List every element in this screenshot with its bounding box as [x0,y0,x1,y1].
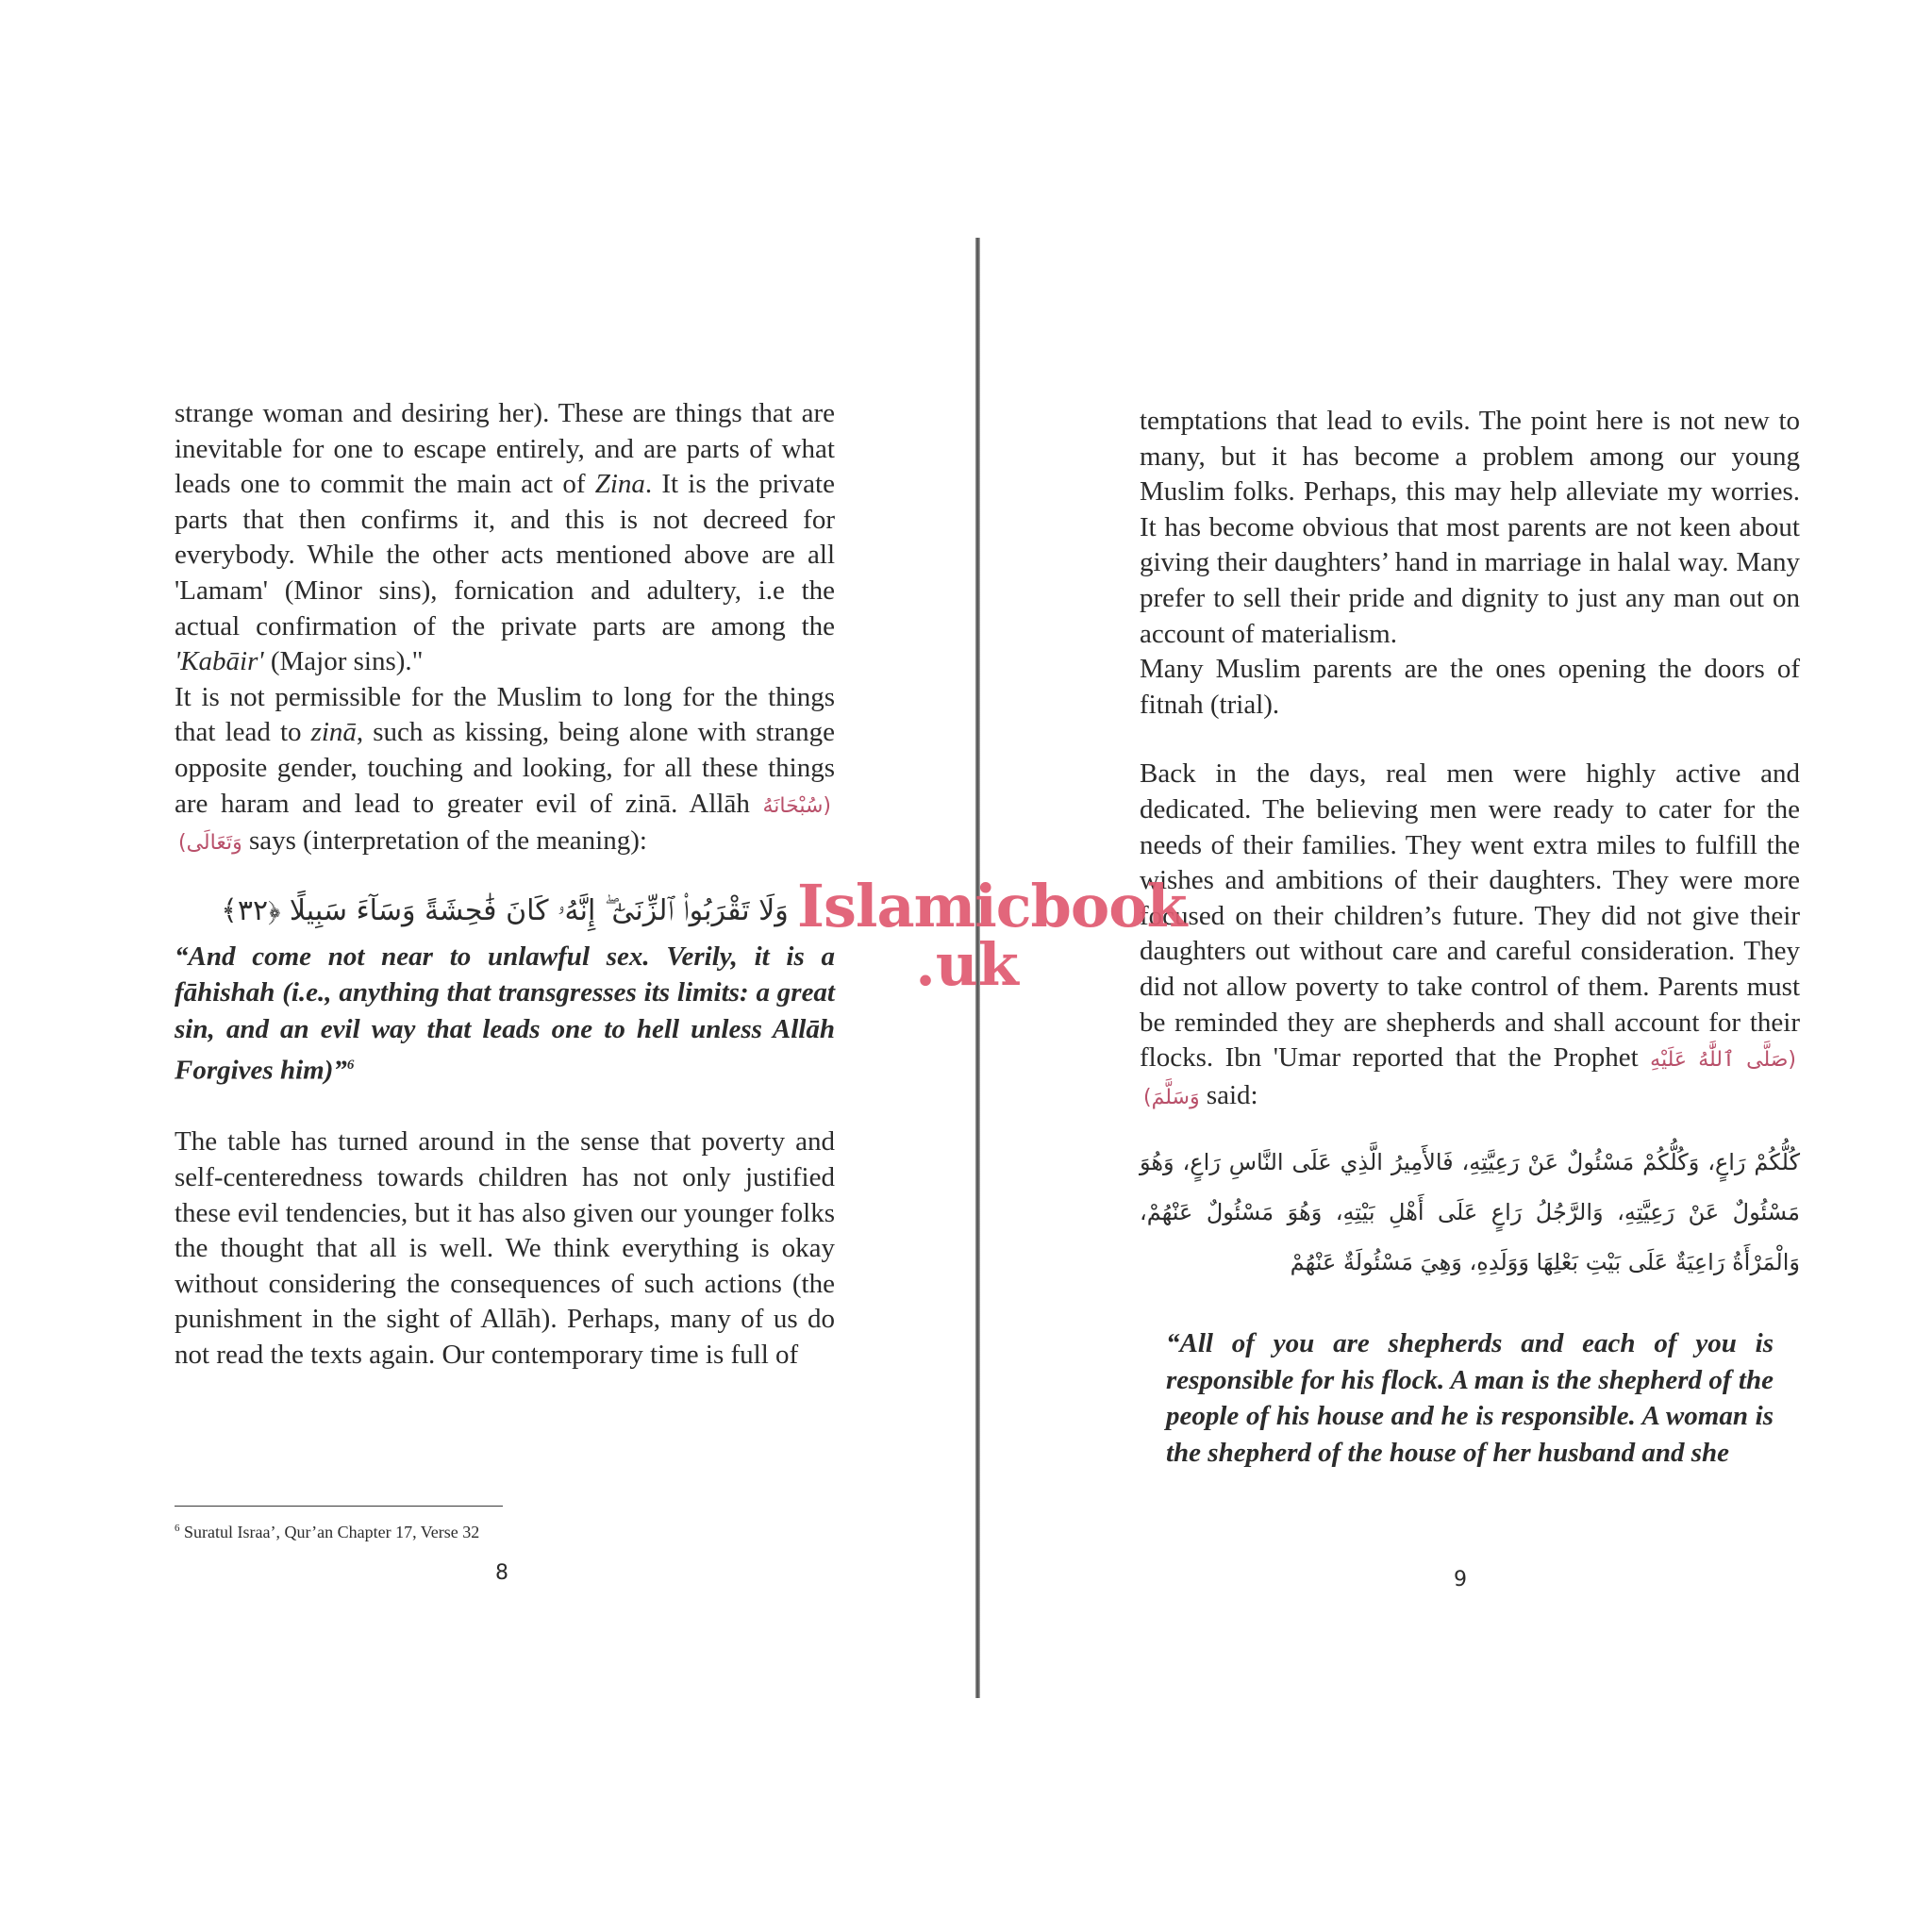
footnote-divider [175,1506,503,1507]
footnote-reference: 6 [346,1058,355,1074]
left-paragraph-2: It is not permissible for the Muslim to long for the things that lead to zinā, such as kissing, being alone with strange opposite gender, touching and looking, for all these things are haram and lead to greater evil of zinā. Allāh (سُبْحَانَهُ وَتَعَالَى) says (interpretation of the meaning): [175,681,835,857]
hadith-translation-quote: “All of you are shepherds and each of you is responsible for his flock. A man is the shepherd of the people of his house and he is responsible. A woman is the shepherd of the house of her husband and she [1166,1328,1774,1468]
right-paragraph-3: Back in the days, real men were highly active and dedicated. The believing men were ready to cater for the needs of their families. They went extra miles to fulfill the wishes and ambitions of their daughters. They were more focused on their children’s future. They did not give their daughters out without care and careful consideration. They did not allow poverty to take control of them. Parents must be reminded they are shepherds and shall account for their flocks. Ibn 'Umar reported that the Prophet (صَلَّى ٱللَّٰهُ عَلَيْهِ وَسَلَّمَ) said: [1140,758,1800,1110]
right-page [1140,404,1800,1471]
left-page [175,396,835,1374]
quran-translation-quote: “And come not near to unlawful sex. Verily, it is a fāhishah (i.e., anything that transgresses its limits: a great sin, and an evil way that leads one to hell unless Allāh Forgives him)”$^6$ [175,941,835,1086]
watermark-logo: Islamicbook .uk [797,872,1187,999]
honorific-subhanahu: (سُبْحَانَهُ وَتَعَالَى) [178,793,831,856]
quran-verse-arabic: وَلَا تَقْرَبُوا۟ ٱلزِّنَىٰٓ ۖ إِنَّهُۥ كَانَ فَٰحِشَةً وَسَآءَ سَبِيلًا ﴿٣٢﴾ [221,893,789,927]
hadith-arabic: كُلُّكُمْ رَاعٍ، وَكُلُّكُمْ مَسْئُولٌ عَنْ رَعِيَّتِهِ، فَالأَمِيرُ الَّذِي عَلَى النَّاسِ رَاعٍ، وَهُوَ مَسْئُولٌ عَنْ رَعِيَّتِهِ، وَالرَّجُلُ رَاعٍ عَلَى أَهْلِ بَيْتِهِ، وَهُوَ مَسْئُولٌ عَنْهُمْ، وَالْمَرْأَةُ رَاعِيَةٌ عَلَى بَيْتِ بَعْلِهَا وَوَلَدِهِ، وَهِيَ مَسْئُولَةٌ عَنْهُمْ [1140,1149,1800,1276]
page-number-right: 9 [1454,1568,1467,1591]
honorific-salallahu: (صَلَّى ٱللَّٰهُ عَلَيْهِ وَسَلَّمَ) [1143,1048,1797,1109]
right-paragraph-2: Many Muslim parents are the ones opening the doors of fitnah (trial). [1140,654,1800,720]
page-number-left: 8 [495,1561,508,1585]
footnote: $^6$ Suratul Israa’, Qur’an Chapter 17, Verse 32 [175,1523,480,1541]
left-paragraph-1: strange woman and desiring her). These are things that are inevitable for one to escape entirely, and are parts of what leads one to commit the main act of Zina. It is the private parts that then confirms it, and this is not decreed for everybody. While the other acts mentioned above are all 'Lamam' (Minor sins), fornication and adultery, i.e the actual confirmation of the private parts are among the 'Kabāir' (Major sins)." [175,398,835,677]
left-paragraph-3: The table has turned around in the sense that poverty and self-centeredness towards children has not only justified these evil tendencies, but it has also given our younger folks the thought that all is well. We think everything is okay without considering the consequences of such actions (the punishment in the sight of Allāh). Perhaps, many of us do not read the texts again. Our contemporary time is full of [175,1126,835,1370]
right-paragraph-1: temptations that lead to evils. The point here is not new to many, but it has become a problem among our young Muslim folks. Perhaps, this may help alleviate my worries. It has become obvious that most parents are not keen about giving their daughters’ hand in marriage in halal way. Many prefer to sell their pride and dignity to just any man out on account of materialism. [1140,406,1800,649]
